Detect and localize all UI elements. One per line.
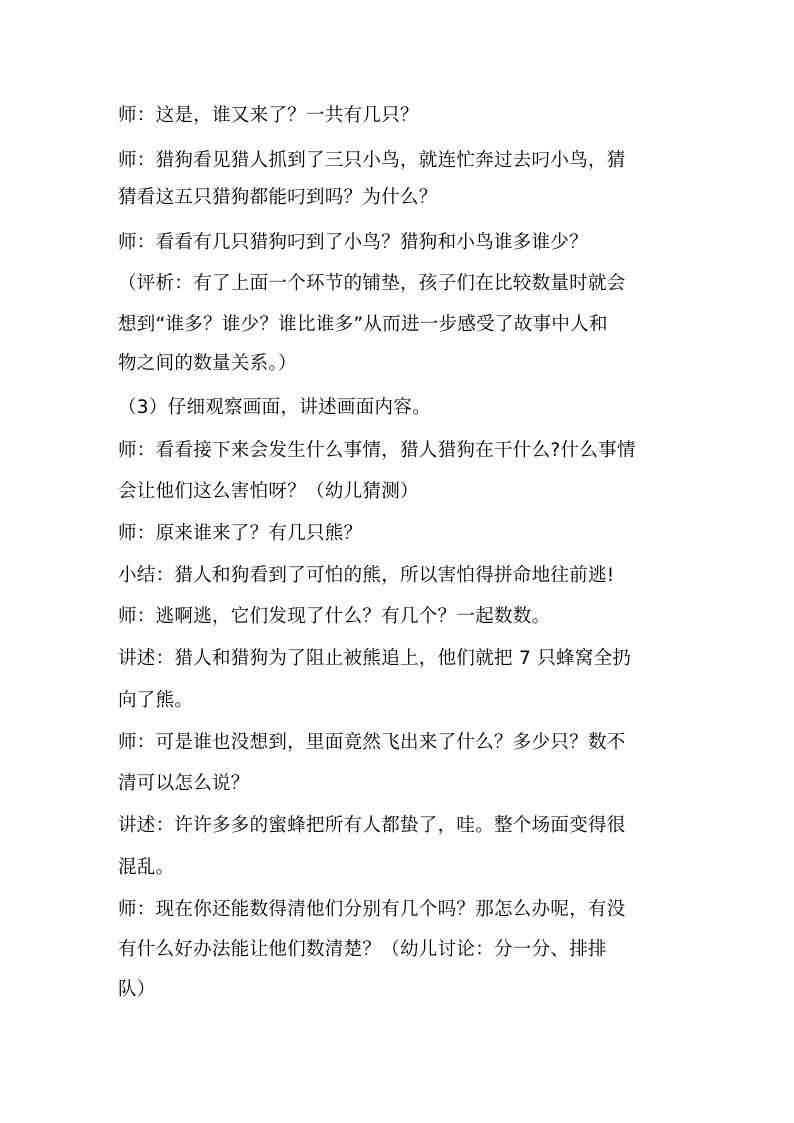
text-line: （3）仔细观察画面，讲述画面内容。: [118, 397, 431, 418]
text-line: 清可以怎么说？: [118, 773, 250, 794]
text-line: 物之间的数量关系。）: [118, 353, 297, 374]
text-line: 师：现在你还能数得清他们分别有几个吗？那怎么办呢，有没: [118, 899, 626, 920]
text-line: 小结：猎人和狗看到了可怕的熊，所以害怕得拼命地往前逃!: [118, 565, 615, 586]
text-line: 师：逃啊逃，它们发现了什么？有几个？一起数数。: [118, 606, 551, 627]
text-line: （评析：有了上面一个环节的铺垫，孩子们在比较数量时就会: [118, 273, 626, 294]
text-line: 师：这是，谁又来了？一共有几只？: [118, 105, 419, 126]
text-line: 会让他们这么害怕呀？（幼儿猜测）: [118, 481, 419, 502]
text-line: 向了熊。: [118, 690, 194, 711]
text-line: 混乱。: [118, 857, 175, 878]
text-line: 有什么好办法能让他们数清楚？（幼儿讨论：分一分、排排: [118, 939, 607, 960]
text-line: 师：原来谁来了？有几只熊？: [118, 523, 363, 544]
text-line: 讲述：猎人和猎狗为了阻止被熊追上，他们就把 7 只蜂窝全扔: [118, 648, 632, 669]
text-line: 师：猎狗看见猎人抓到了三只小鸟，就连忙奔过去叼小鸟，猜: [118, 150, 626, 171]
text-line: 师：看看接下来会发生什么事情，猎人猎狗在干什么?什么事情: [118, 440, 636, 461]
text-line: 讲述：许许多多的蜜蜂把所有人都蛰了，哇。整个场面变得很: [118, 815, 626, 836]
text-line: 师：看看有几只猎狗叼到了小鸟？猎狗和小鸟谁多谁少？: [118, 232, 589, 253]
text-line: 队）: [118, 979, 156, 1000]
text-line: 想到“谁多？谁少？谁比谁多”从而进一步感受了故事中人和: [118, 314, 608, 335]
text-line: 师：可是谁也没想到，里面竟然飞出来了什么？多少只？数不: [118, 732, 626, 753]
text-line: 猜看这五只猎狗都能叼到吗？为什么？: [118, 187, 438, 208]
